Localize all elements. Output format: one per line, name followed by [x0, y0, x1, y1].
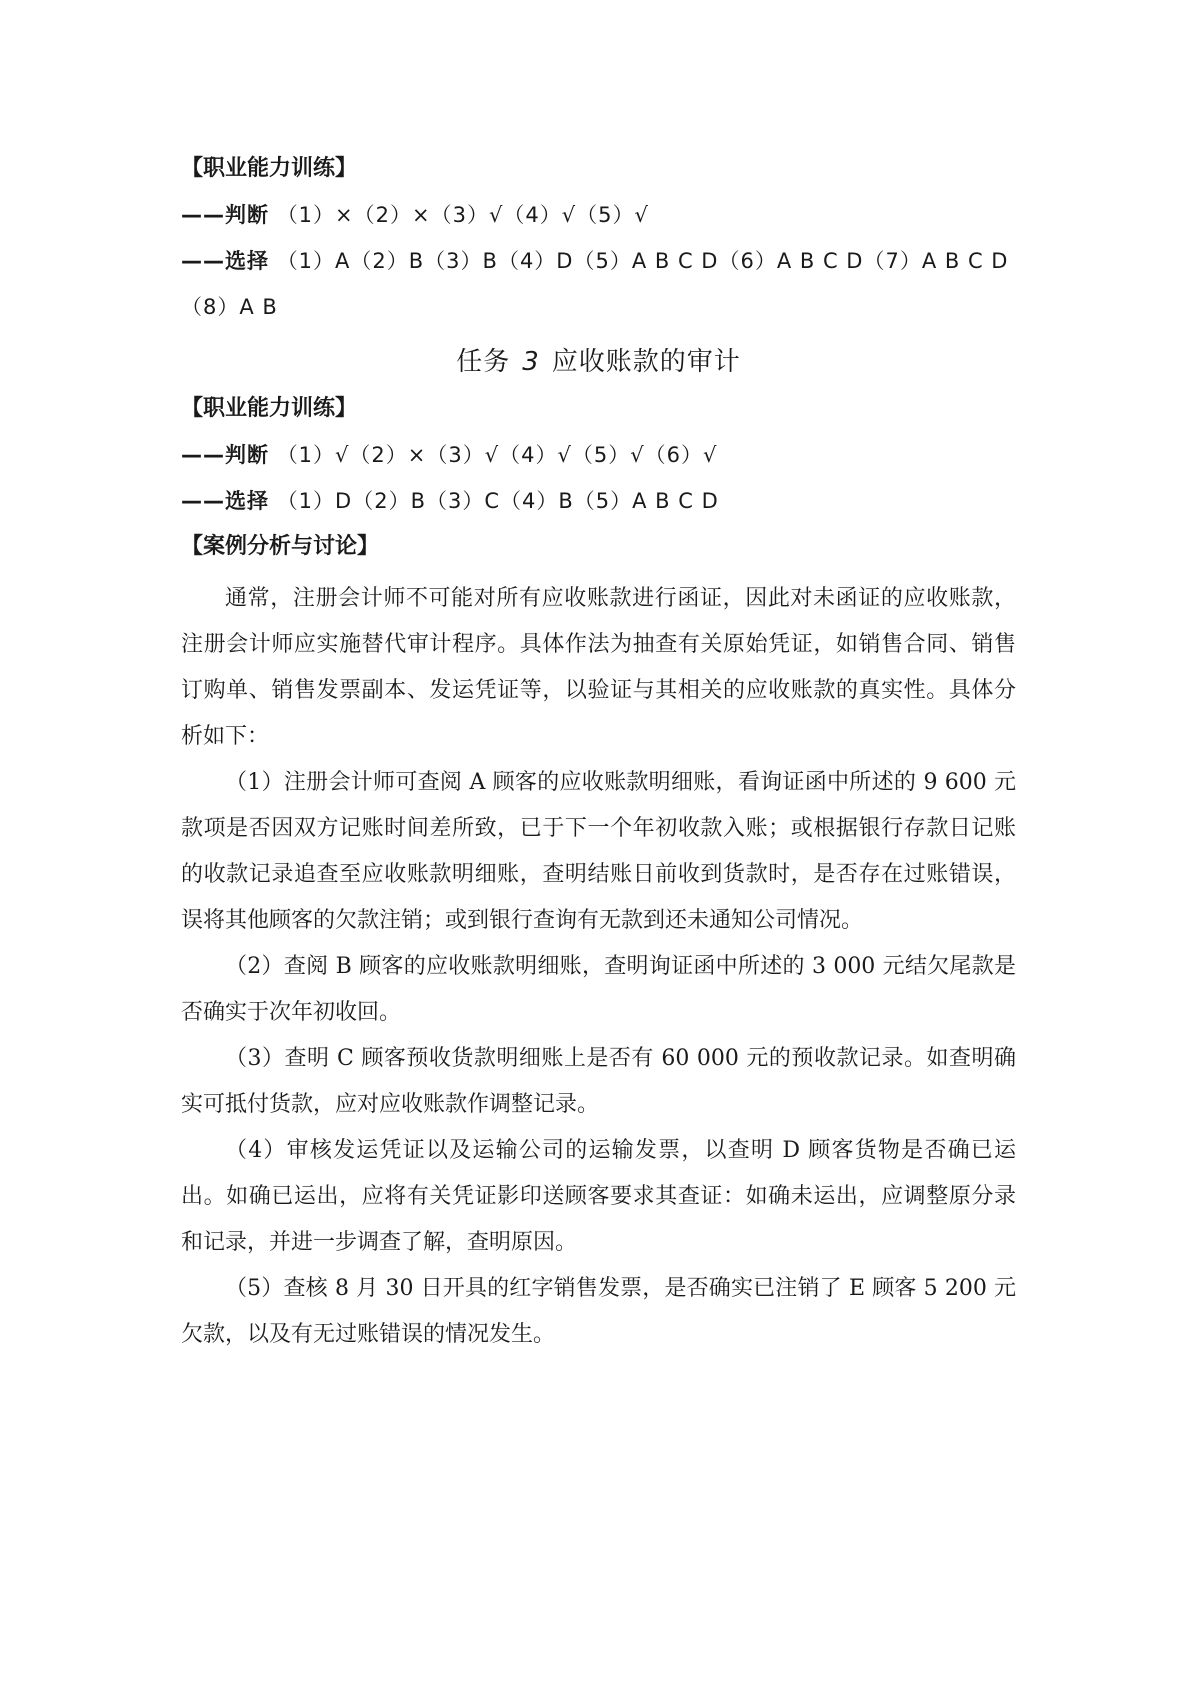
judge-answers-line-2	[181, 438, 1016, 484]
task-title-number: 3	[522, 347, 540, 377]
choice-lead: ——选择	[181, 489, 269, 513]
task-title-name: 应收账款的审计	[551, 347, 741, 377]
case-item-3: （3）查明 C 顾客预收货款明细账上是否有 60 000 元的预收款记录。如查明确实可抵付货款，应对应收账款作调整记录。	[181, 1046, 1016, 1117]
section-heading-training-2: 【职业能力训练】	[181, 396, 358, 421]
judge-answers-line-1	[181, 198, 1016, 244]
section-heading-case: 【案例分析与讨论】	[181, 534, 380, 559]
case-item-2: （2）查阅 B 顾客的应收账款明细账，查明询证函中所述的 3 000 元结欠尾款是否确实于次年初收回。	[181, 954, 1016, 1025]
choice-answers-line-2	[181, 484, 1016, 530]
judge-lead: ——判断	[181, 443, 269, 467]
case-intro-paragraph: 通常，注册会计师不可能对所有应收账款进行函证，因此对未函证的应收账款，注册会计师应实施替代审计程序。具体作法为抽查有关原始凭证，如销售合同、销售订购单、销售发票副本、发运凭证等，以验证与其相关的应收账款的真实性。具体分析如下：	[181, 586, 1016, 749]
document-page	[181, 152, 1016, 1358]
judge-answers: （1）√（2）×（3）√（4）√（5）√（6）√	[276, 443, 718, 467]
section-heading-training-1: 【职业能力训练】	[181, 156, 358, 181]
judge-lead: ——判断	[181, 203, 269, 227]
task-title-prefix: 任务	[456, 347, 511, 377]
choice-answers-line-1	[181, 244, 1016, 290]
choice-lead: ——选择	[181, 249, 269, 273]
choice-answers-continuation: （8）A B	[181, 295, 278, 319]
case-item-5: （5）查核 8 月 30 日开具的红字销售发票，是否确实已注销了 E 顾客 5 200 元欠款，以及有无过账错误的情况发生。	[181, 1276, 1016, 1347]
task-title	[181, 342, 1016, 386]
judge-answers: （1）×（2）×（3）√（4）√（5）√	[276, 203, 649, 227]
choice-answers: （1）D（2）B（3）C（4）B（5）A B C D	[276, 489, 719, 513]
choice-answers: （1）A（2）B（3）B（4）D（5）A B C D（6）A B C D（7）A B C D	[276, 249, 1009, 273]
case-item-4: （4）审核发运凭证以及运输公司的运输发票，以查明 D 顾客货物是否确已运出。如确已运出，应将有关凭证影印送顾客要求其查证：如确未运出，应调整原分录和记录，并进一步调查了解，查明原因。	[181, 1138, 1016, 1255]
case-item-1: （1）注册会计师可查阅 A 顾客的应收账款明细账，看询证函中所述的 9 600 元款项是否因双方记账时间差所致，已于下一个年初收款入账；或根据银行存款日记账的收款记录追查至应收账款明细账，查明结账日前收到货款时，是否存在过账错误，误将其他顾客的欠款注销；或到银行查询有无款到还未通知公司情况。	[181, 770, 1016, 933]
